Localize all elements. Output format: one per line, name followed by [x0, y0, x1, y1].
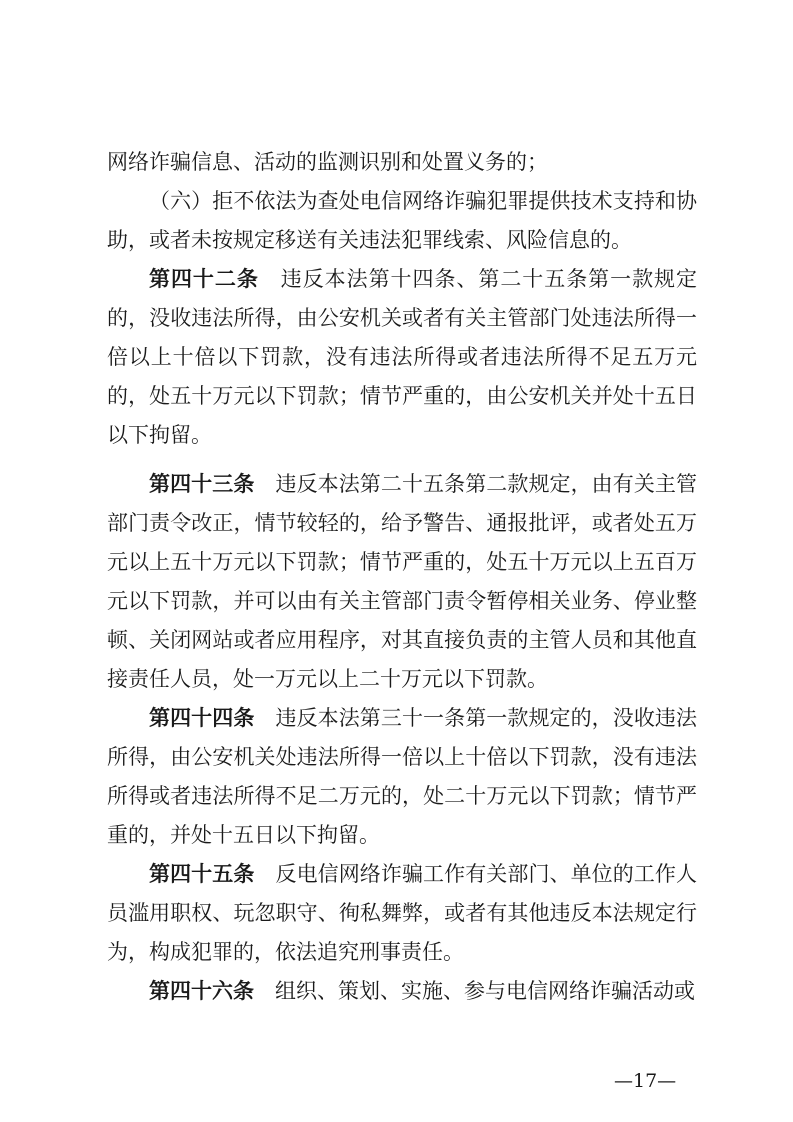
- article-number: 第四十六条: [149, 979, 254, 1003]
- article-44: [107, 699, 697, 855]
- article-text: 反电信网络诈骗工作有关部门、单位的工作人员滥用职权、玩忽职守、徇私舞弊，或者有其他违反本法规定行为，构成犯罪的，依法追究刑事责任。: [107, 862, 698, 964]
- article-text: 违反本法第十四条、第二十五条第一款规定的，没收违法所得，由公安机关或者有关主管部门处违法所得一倍以上十倍以下罚款，没有违法所得或者违法所得不足五万元的，处五十万元以下罚款；情节严重的，由公安机关并处十五日以下拘留。: [107, 267, 698, 447]
- article-43: [107, 465, 697, 699]
- paragraph-text: 网络诈骗信息、活动的监测识别和处置义务的；: [107, 150, 548, 174]
- article-text: 违反本法第二十五条第二款规定，由有关主管部门责令改正，情节较轻的，给予警告、通报批评，或者处五万元以上五十万元以下罚款；情节严重的，处五十万元以上五百万元以下罚款，并可以由有关主管部门责令暂停相关业务、停业整顿、关闭网站或者应用程序，对其直接负责的主管人员和其他直接责任人员，处一万元以上二十万元以下罚款。: [107, 472, 698, 691]
- document-body: [107, 143, 697, 1011]
- paragraph-continuation: [107, 143, 697, 182]
- paragraph-text: （六）拒不依法为查处电信网络诈骗犯罪提供技术支持和协助，或者未按规定移送有关违法犯罪线索、风险信息的。: [107, 189, 697, 252]
- article-46: [107, 972, 697, 1011]
- article-number: 第四十二条: [149, 267, 259, 291]
- paragraph-item-six: [107, 182, 697, 260]
- article-text: 组织、策划、实施、参与电信网络诈骗活动或: [275, 979, 695, 1003]
- article-number: 第四十五条: [149, 862, 255, 886]
- article-42: [107, 260, 697, 455]
- article-text: 违反本法第三十一条第一款规定的，没收违法所得，由公安机关处违法所得一倍以上十倍以下罚款，没有违法所得或者违法所得不足二万元的，处二十万元以下罚款；情节严重的，并处十五日以下拘留。: [107, 706, 698, 847]
- page-number: —17—: [614, 1070, 677, 1092]
- article-45: [107, 855, 697, 972]
- article-number: 第四十三条: [149, 472, 255, 496]
- article-number: 第四十四条: [149, 706, 255, 730]
